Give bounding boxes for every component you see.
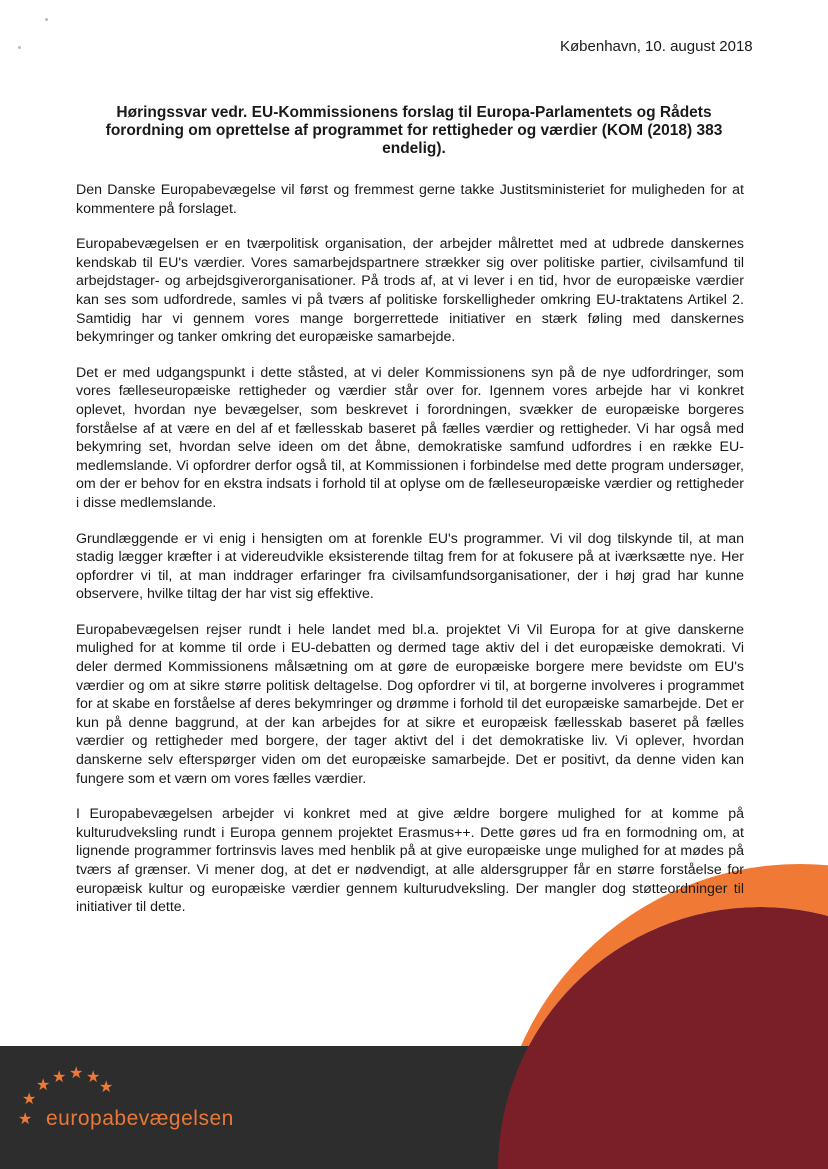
paragraph: I Europabevægelsen arbejder vi konkret med at give ældre borgere mulighed for at komme på kulturudveksling rundt i Europa gennem projektet Erasmus++. Dette gøres ud fra en formodning om, at lignende programmer fortrinsvis laves med henblik på at give europæiske unge mulighed for at mødes på tværs af grænser. Vi mener dog, at det er nødvendigt, at alle aldersgrupper får en større forståelse for europæisk kultur og europæiske værdier gennem kulturudveksling. Der mangler dog støtteordninger til initiativer til dette. bbox=[76, 806, 744, 916]
svg-text:★: ★ bbox=[69, 1063, 84, 1082]
paragraph: Europabevægelsen er en tværpolitisk organisation, der arbejder målrettet med at udbrede danskernes kendskab til EU's værdier. Vores samarbejdspartnere strækker sig over politiske partier, civilsamfund til arbejdstager- og arbejdsgiverorganisationer. På trods af, at vi lever i en tid, hvor de europæiske værdier kan ses som udfordrede, samles vi på tværs af politiske forskelligheder omkring EU-traktatens Artikel 2. Samtidig har vi gennem vores mange borgerrettede initiativer en stærk føling med danskernes bekymringer og tanker omkring det europæiske samarbejde. bbox=[76, 236, 744, 346]
brand-logo-text: europabevægelsen bbox=[46, 1107, 234, 1130]
svg-text:★: ★ bbox=[36, 1075, 51, 1094]
paragraph: Grundlæggende er vi enig i hensigten om at forenkle EU's programmer. Vi vil dog tilskynde til, at man stadig lægger kræfter i at videreudvikle eksisterende tiltag frem for at fokusere på at iværksætte nye. Her opfordrer vi til, at man inddrager erfaringer fra civilsamfundsorganisationer, der i høj grad har kunne observere, hvilke tiltag der har vist sig effektive. bbox=[76, 530, 744, 603]
paragraph: Europabevægelsen rejser rundt i hele landet med bl.a. projektet Vi Vil Europa for at give danskerne mulighed for at komme til orde i EU-debatten og dermed tage aktiv del i det europæiske demokrati. Vi deler dermed Kommissionens målsætning om at gøre de europæiske borgere mere bevidste om EU's værdier og om at sikre større politisk deltagelse. Dog opfordrer vi til, at borgerne involveres i programmet for at skabe en forståelse af deres bekymringer og drømme i forhold til det europæiske samarbejde. Det er kun på denne baggrund, at der kan arbejdes for at sikre et europæisk fællesskab baseret på fælles værdier og rettigheder med borgere, der tager aktivt del i det demokratiske liv. Vi oplever, hvordan danskerne selv efterspørger viden om det europæiske samarbejde. Det er positivt, da denne viden kan fungere som et værn om vores fælles værdier. bbox=[76, 621, 744, 787]
paragraph: Den Danske Europabevægelse vil først og fremmest gerne takke Justitsministeriet for muligheden for at kommentere på forslaget. bbox=[76, 182, 744, 217]
scan-speck bbox=[45, 18, 48, 21]
svg-text:★: ★ bbox=[18, 1109, 33, 1128]
document-title: Høringssvar vedr. EU-Kommissionens forslag til Europa-Parlamentets og Rådets forordning om oprettelse af programmet for rettigheder og værdier (KOM (2018) 383 endelig). bbox=[105, 104, 723, 157]
paragraph: Det er med udgangspunkt i dette ståsted, at vi deler Kommissionens syn på de nye udfordringer, som vores fælleseuropæiske rettigheder og værdier står over for. Igennem vores arbejde har vi konkret oplevet, hvordan nye bevægelser, som beskrevet i forordningen, svækker de europæiske borgeres forståelse af at være en del af et fællesskab baseret på fælles værdier og rettigheder. Vi har også med bekymring set, hvordan selve ideen om det åbne, demokratiske samfund udfordres i en række EU-medlemslande. Vi opfordrer derfor også til, at Kommissionen i forbindelse med dette program undersøger, om der er behov for en ekstra indsats i forhold til at oplyse om de fælleseuropæiske værdier og rettigheder i disse medlemslande. bbox=[76, 364, 744, 511]
svg-text:★: ★ bbox=[86, 1067, 101, 1086]
letter-body bbox=[76, 181, 744, 934]
letter-date: København, 10. august 2018 bbox=[560, 38, 753, 55]
scan-speck bbox=[18, 46, 21, 49]
svg-text:★: ★ bbox=[52, 1067, 67, 1086]
svg-text:★: ★ bbox=[22, 1089, 37, 1108]
svg-text:★: ★ bbox=[99, 1077, 114, 1096]
